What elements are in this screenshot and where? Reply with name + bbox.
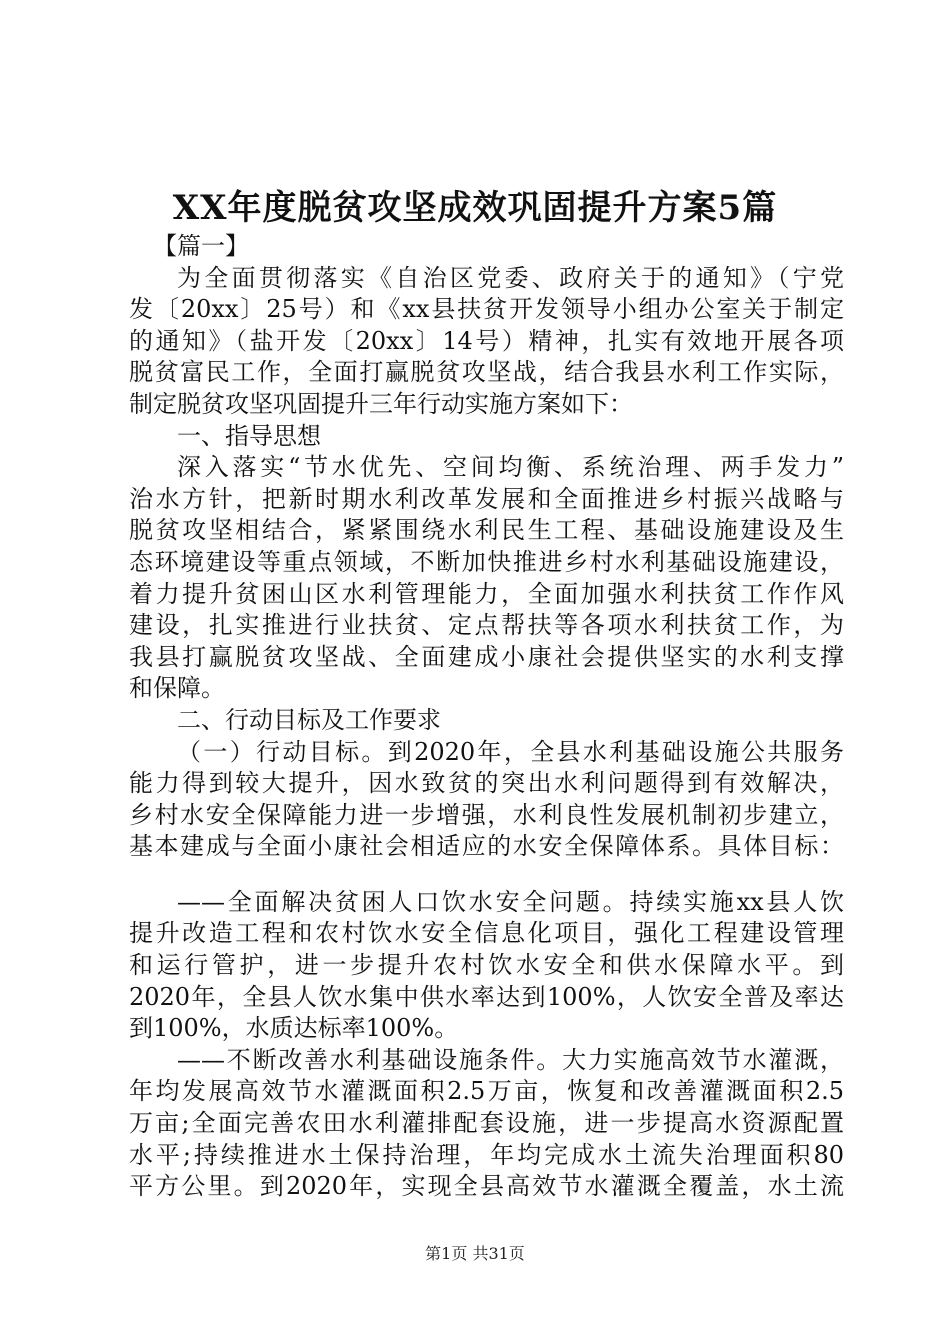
paragraph-line: 2020年，全县人饮水集中供水率达到100%，人饮安全普及率达 [129, 982, 844, 1011]
paragraph-line: 能力得到较大提升，因水致贫的突出水利问题得到有效解决， [129, 769, 844, 798]
document-body [129, 231, 844, 1203]
paragraph-line: 的通知》（盐开发〔20xx〕14号）精神，扎实有效地开展各项 [129, 326, 844, 355]
paragraph-line: 我县打赢脱贫攻坚战、全面建成小康社会提供坚实的水利支撑 [129, 642, 844, 671]
paragraph-line: 脱贫富民工作，全面打赢脱贫攻坚战，结合我县水利工作实际， [129, 358, 844, 387]
section-heading: 【篇一】 [153, 232, 249, 260]
paragraph-line: 提升改造工程和农村饮水安全信息化项目，强化工程建设管理 [129, 919, 844, 948]
paragraph-gap [129, 863, 844, 887]
document-title: XX年度脱贫攻坚成效巩固提升方案5篇 [172, 188, 778, 228]
paragraph-line: 着力提升贫困山区水利管理能力，全面加强水利扶贫工作作风 [129, 579, 844, 608]
paragraph-line: 到100%，水质达标率100%。 [129, 1014, 459, 1043]
paragraph-line: 深入落实“节水优先、空间均衡、系统治理、两手发力” [177, 453, 844, 482]
section-heading: 一、指导思想 [177, 421, 321, 450]
paragraph-line: 制定脱贫攻坚巩固提升三年行动实施方案如下： [129, 389, 633, 418]
paragraph-line: 乡村水安全保障能力进一步增强，水利良性发展机制初步建立， [129, 800, 844, 829]
paragraph-line: ——全面解决贫困人口饮水安全问题。持续实施xx县人饮 [177, 887, 844, 916]
paragraph-line: （一）行动目标。到2020年，全县水利基础设施公共服务 [177, 737, 844, 766]
paragraph-line: 年均发展高效节水灌溉面积2.5万亩，恢复和改善灌溉面积2.5 [129, 1077, 844, 1106]
paragraph-line: 和保障。 [129, 674, 225, 703]
page-number: 第1页 共31页 [425, 1244, 525, 1263]
paragraph-line: 发〔20xx〕25号）和《xx县扶贫开发领导小组办公室关于制定 [129, 295, 844, 324]
paragraph-line: 治水方针，把新时期水利改革发展和全面推进乡村振兴战略与 [129, 484, 844, 513]
paragraph-line: 和运行管护，进一步提升农村饮水安全和供水保障水平。到 [129, 951, 844, 980]
paragraph-line: 万亩;全面完善农田水利灌排配套设施，进一步提高水资源配置 [129, 1109, 844, 1138]
paragraph-line: 建设，扎实推进行业扶贫、定点帮扶等各项水利扶贫工作，为 [129, 611, 844, 640]
paragraph-line: 基本建成与全面小康社会相适应的水安全保障体系。具体目标： [129, 832, 844, 861]
paragraph-line: 态环境建设等重点领域，不断加快推进乡村水利基础设施建设， [129, 547, 844, 576]
paragraph-line: 水平;持续推进水土保持治理，年均完成水土流失治理面积80 [129, 1140, 844, 1169]
paragraph-line: 为全面贯彻落实《自治区党委、政府关于的通知》（宁党 [177, 263, 844, 292]
paragraph-line: 平方公里。到2020年，实现全县高效节水灌溉全覆盖，水土流 [129, 1172, 844, 1201]
paragraph-line: 脱贫攻坚相结合，紧紧围绕水利民生工程、基础设施建设及生 [129, 516, 844, 545]
paragraph-line: ——不断改善水利基础设施条件。大力实施高效节水灌溉， [177, 1045, 844, 1074]
section-heading: 二、行动目标及工作要求 [177, 705, 441, 734]
